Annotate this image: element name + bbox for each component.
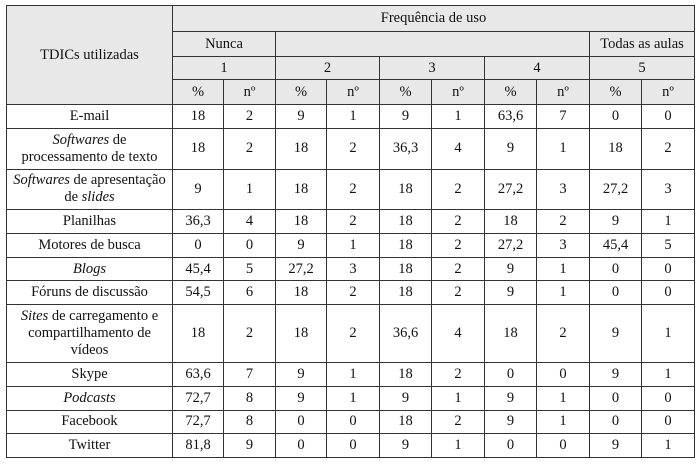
percent-cell: 18: [276, 169, 327, 209]
count-cell: 1: [432, 105, 485, 129]
table-row: [7, 258, 695, 281]
percent-cell: 18: [173, 129, 224, 169]
percent-header: %: [485, 80, 537, 105]
percent-cell: 36,3: [173, 209, 224, 233]
count-cell: 1: [327, 387, 380, 410]
table-row: [7, 169, 695, 209]
percent-cell: 0: [590, 410, 642, 433]
technology-label: Twitter: [68, 436, 111, 453]
count-cell: 2: [432, 363, 485, 387]
count-cell: 0: [642, 387, 695, 410]
level-header: 2: [276, 57, 380, 80]
technology-cell: [7, 433, 173, 457]
percent-cell: 9: [590, 304, 642, 362]
count-cell: 2: [327, 209, 380, 233]
technology-label: Planilhas: [62, 212, 117, 229]
percent-cell: 45,4: [590, 234, 642, 258]
percent-cell: 18: [276, 209, 327, 233]
percent-cell: 9: [380, 387, 432, 410]
count-cell: 1: [432, 433, 485, 457]
percent-cell: 54,5: [173, 281, 224, 304]
technology-label: Sites: [20, 307, 49, 324]
percent-cell: 81,8: [173, 433, 224, 457]
technology-label: Podcasts: [63, 389, 116, 406]
table-row: [7, 433, 695, 457]
count-cell: 2: [224, 105, 276, 129]
count-cell: 3: [642, 169, 695, 209]
percent-cell: 63,6: [173, 363, 224, 387]
percent-cell: 18: [485, 304, 537, 362]
technology-label: E-mail: [69, 108, 110, 125]
table-row: [7, 281, 695, 304]
level-header: 5: [590, 57, 695, 80]
percent-cell: 9: [485, 129, 537, 169]
count-header: nº: [327, 80, 380, 105]
level-header: 4: [485, 57, 590, 80]
count-cell: 0: [537, 433, 590, 457]
technology-label: Facebook: [61, 413, 118, 430]
count-cell: 3: [537, 169, 590, 209]
percent-cell: 9: [276, 105, 327, 129]
count-cell: 8: [224, 387, 276, 410]
count-cell: 0: [327, 410, 380, 433]
count-cell: 1: [537, 258, 590, 281]
percent-cell: 18: [380, 363, 432, 387]
count-cell: 2: [432, 234, 485, 258]
count-cell: 4: [432, 129, 485, 169]
percent-cell: 27,2: [485, 169, 537, 209]
technology-cell: [7, 410, 173, 433]
percent-cell: 9: [276, 387, 327, 410]
percent-cell: 0: [590, 105, 642, 129]
percent-cell: 18: [590, 129, 642, 169]
table-row: [7, 129, 695, 169]
percent-header: %: [380, 80, 432, 105]
percent-cell: 27,2: [276, 258, 327, 281]
percent-cell: 9: [485, 387, 537, 410]
count-cell: 2: [327, 129, 380, 169]
percent-cell: 36,6: [380, 304, 432, 362]
count-cell: 2: [432, 169, 485, 209]
count-cell: 0: [327, 433, 380, 457]
percent-cell: 18: [173, 105, 224, 129]
count-cell: 0: [642, 410, 695, 433]
count-cell: 7: [537, 105, 590, 129]
technology-cell: [7, 129, 173, 169]
technology-cell: [7, 258, 173, 281]
percent-cell: 27,2: [485, 234, 537, 258]
count-cell: 1: [224, 169, 276, 209]
percent-cell: 18: [173, 304, 224, 362]
count-header: nº: [224, 80, 276, 105]
count-cell: 2: [642, 129, 695, 169]
percent-cell: 9: [590, 433, 642, 457]
technology-label: slides: [81, 189, 115, 206]
table-row: [7, 234, 695, 258]
count-cell: 0: [642, 258, 695, 281]
count-cell: 1: [642, 433, 695, 457]
count-cell: 0: [642, 105, 695, 129]
technology-cell: [7, 304, 173, 362]
tech-column-header: TDICs utilizadas: [7, 6, 173, 105]
percent-cell: 9: [485, 410, 537, 433]
percent-cell: 18: [276, 129, 327, 169]
percent-cell: 18: [380, 169, 432, 209]
technology-cell: [7, 105, 173, 129]
percent-cell: 9: [380, 105, 432, 129]
count-cell: 1: [537, 387, 590, 410]
percent-cell: 9: [485, 281, 537, 304]
level-header: 1: [173, 57, 276, 80]
count-cell: 1: [327, 234, 380, 258]
count-cell: 2: [432, 281, 485, 304]
count-cell: 1: [327, 105, 380, 129]
count-cell: 1: [642, 363, 695, 387]
count-cell: 0: [224, 234, 276, 258]
count-cell: 1: [642, 209, 695, 233]
technology-label: Motores de busca: [38, 237, 141, 254]
count-cell: 2: [432, 209, 485, 233]
count-cell: 1: [537, 129, 590, 169]
percent-cell: 0: [590, 387, 642, 410]
percent-cell: 63,6: [485, 105, 537, 129]
percent-cell: 18: [380, 258, 432, 281]
technology-cell: [7, 387, 173, 410]
percent-cell: 9: [276, 234, 327, 258]
percent-cell: 18: [380, 234, 432, 258]
technology-label: Blogs: [72, 260, 107, 277]
count-header: nº: [537, 80, 590, 105]
percent-header: %: [173, 80, 224, 105]
never-header: Nunca: [173, 32, 276, 57]
technology-label: Fóruns de discussão: [31, 284, 148, 301]
count-cell: 9: [224, 433, 276, 457]
percent-cell: 9: [380, 433, 432, 457]
percent-cell: 27,2: [590, 169, 642, 209]
technology-label: Softwares: [13, 172, 70, 189]
percent-cell: 0: [276, 433, 327, 457]
percent-cell: 18: [380, 209, 432, 233]
level-header: 3: [380, 57, 485, 80]
percent-cell: 72,7: [173, 410, 224, 433]
count-cell: 2: [327, 304, 380, 362]
frequency-header: Frequência de uso: [173, 6, 695, 32]
count-cell: 2: [432, 258, 485, 281]
count-cell: 1: [537, 281, 590, 304]
table-row: [7, 209, 695, 233]
percent-cell: 18: [276, 281, 327, 304]
count-cell: 2: [432, 410, 485, 433]
percent-header: %: [590, 80, 642, 105]
count-cell: 2: [537, 209, 590, 233]
count-cell: 0: [537, 363, 590, 387]
percent-cell: 0: [485, 363, 537, 387]
table-row: [7, 387, 695, 410]
percent-cell: 18: [380, 410, 432, 433]
technology-label: de apresentação de: [64, 172, 166, 206]
count-cell: 8: [224, 410, 276, 433]
percent-cell: 45,4: [173, 258, 224, 281]
percent-cell: 9: [485, 258, 537, 281]
count-cell: 7: [224, 363, 276, 387]
count-cell: 1: [537, 410, 590, 433]
count-header: nº: [432, 80, 485, 105]
technology-label: Softwares: [52, 131, 110, 148]
count-header: nº: [642, 80, 695, 105]
percent-cell: 36,3: [380, 129, 432, 169]
percent-cell: 9: [590, 363, 642, 387]
percent-cell: 0: [173, 234, 224, 258]
table-row: [7, 410, 695, 433]
technology-label: Skype: [71, 366, 108, 383]
count-cell: 2: [327, 281, 380, 304]
count-cell: 4: [432, 304, 485, 362]
percent-cell: 18: [380, 281, 432, 304]
count-cell: 5: [224, 258, 276, 281]
count-cell: 5: [642, 234, 695, 258]
percent-header: %: [276, 80, 327, 105]
count-cell: 2: [327, 169, 380, 209]
every-class-header: Todas as aulas: [590, 32, 695, 57]
count-cell: 2: [224, 129, 276, 169]
technology-cell: [7, 363, 173, 387]
technology-label: de processamento de texto: [21, 131, 158, 165]
percent-cell: 9: [590, 209, 642, 233]
count-cell: 0: [642, 281, 695, 304]
percent-cell: 0: [276, 410, 327, 433]
table-row: [7, 304, 695, 362]
percent-cell: 72,7: [173, 387, 224, 410]
count-cell: 6: [224, 281, 276, 304]
table-row: [7, 105, 695, 129]
technology-cell: [7, 209, 173, 233]
technology-label: de carregamento e compartilhamento de vídeos: [28, 307, 159, 358]
middle-levels-header: [276, 32, 590, 57]
technology-cell: [7, 169, 173, 209]
technology-cell: [7, 281, 173, 304]
count-cell: 3: [537, 234, 590, 258]
count-cell: 2: [224, 304, 276, 362]
table-row: [7, 363, 695, 387]
count-cell: 2: [537, 304, 590, 362]
percent-cell: 18: [276, 304, 327, 362]
percent-cell: 0: [590, 281, 642, 304]
count-cell: 1: [327, 363, 380, 387]
percent-cell: 9: [173, 169, 224, 209]
usage-frequency-table: [6, 5, 695, 458]
percent-cell: 0: [485, 433, 537, 457]
percent-cell: 18: [485, 209, 537, 233]
count-cell: 1: [642, 304, 695, 362]
percent-cell: 0: [590, 258, 642, 281]
count-cell: 1: [432, 387, 485, 410]
count-cell: 3: [327, 258, 380, 281]
count-cell: 4: [224, 209, 276, 233]
technology-cell: [7, 234, 173, 258]
percent-cell: 9: [276, 363, 327, 387]
